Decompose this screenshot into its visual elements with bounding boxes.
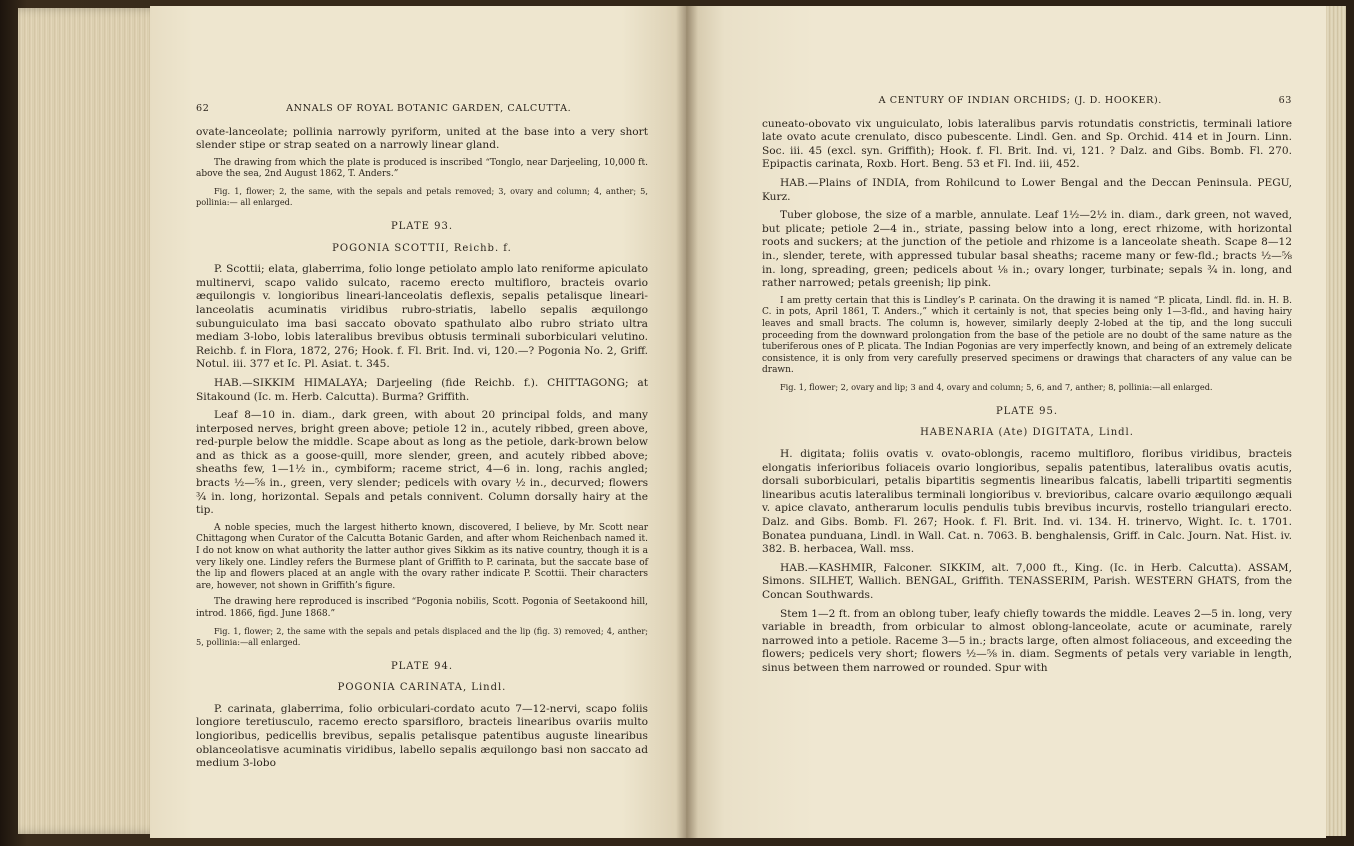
right-page-content	[762, 94, 1292, 681]
right-running-header	[762, 94, 1292, 108]
plate94-species: POGONIA CARINATA, Lindl.	[337, 682, 507, 694]
right-habitat: HAB.—Plains of INDIA, from Rohilcund to Lower Bengal and the Deccan Peninsula. PEGU, Kurz.	[762, 176, 1292, 203]
plate93-drawing-note: The drawing here reproduced is inscribed “Pogonia nobilis, Scott. Pogonia of Seetakoond hill, introd. 1866, figd. June 1868.”	[196, 597, 648, 619]
plate93-species: POGONIA SCOTTII, Reichb. f.	[332, 242, 512, 254]
plate95-latin: H. digitata; foliis ovatis v. ovato-oblongis, racemo multifloro, floribus viridibus, bracteis elongatis inferioribus foliaceis ovario longioribus, sepalis patentibus, lateralibus ovatis acutis, dorsali suborbiculari, petalis bipartitis segmentis linearibus falcatis, labelli tripartiti segmentis linearibus acutis lateralibus terminali longioribus v. brevioribus, calcare ovario æquilongo æquali v. apice clavato, antherarum loculis pendulis tubis brevibus incurvis, rostello triangulari erecto. Dalz. and Gibs. Bomb. Fl. 267; Hook. f. Fl. Brit. Ind. vi. 134. H. trinervo, Wight. Ic. t. 1701. Bonatea punduana, Lindl. in Wall. Cat. n. 7063. B. benghalensis, Griff. in Calc. Journ. Nat. Hist. iv. 382. B. herbacea, Wall. mss.	[762, 448, 1292, 556]
right-running-head: A CENTURY OF INDIAN ORCHIDS; (J. D. HOOKER).	[878, 95, 1162, 106]
plate93-habitat: HAB.—SIKKIM HIMALAYA; Darjeeling (fide Reichb. f.). CHITTAGONG; at Sitakound (Ic. m. Herb. Calcutta). Burma? Griffith.	[196, 376, 648, 403]
plate93-note: A noble species, much the largest hitherto known, discovered, I believe, by Mr. Scott near Chittagong when Curator of the Calcutta Botanic Garden, and after whom Reichenbach named it. I do not know on what authority the latter author gives Sikkim as its native country, though it is a very likely one. Lindley refers the Burmese plant of Griffith to P. carinata, but the saccate base of the lip and flowers placed at an angle with the ovary rather indicate P. Scottii. Their characters are, however, not shown in Griffith’s figure.	[196, 522, 648, 591]
left-running-header	[196, 102, 648, 116]
right-page-number: 63	[1278, 95, 1292, 106]
left-fig-caption: Fig. 1, flower; 2, the same, with the sepals and petals removed; 3, ovary and column; 4, anther; 5, pollinia:— all enlarged.	[196, 185, 648, 207]
right-continuation: cuneato-obovato vix unguiculato, lobis lateralibus parvis rotundatis constrictis, terminali latiore late ovato acute crenulato, disco pubescente. Lindl. Gen. and Sp. Orchid. 414 et in Journ. Linn. Soc. iii. 45 (excl. syn. Griffith); Hook. f. Fl. Brit. Ind. vi, 121. ? Dalz. and Gibs. Bomb. Fl. 270. Epipactis carinata, Roxb. Hort. Beng. 53 et Fl. Ind. iii, 452.	[762, 117, 1292, 171]
right-note: I am pretty certain that this is Lindley’s P. carinata. On the drawing it is named “P. plicata, Lindl. fld. in. H. B. C. in pots, April 1861, T. Anders.,” which it certainly is not, that species being only 1—3-fld., and having hairy leaves and small bracts. The column is, however, similarly deeply 2-lobed at the tip, and the long succuli proceeding from the downward prolongation from the base of the petiole are no doubt of the same nature as the tuberiferous ones of P. plicata. The Indian Pogonias are very imperfectly known, and being of an extremely delicate consistence, it is only from very carefully preserved specimens or drawings that characters of any value can be drawn.	[762, 295, 1292, 376]
plate95-heading: PLATE 95.	[995, 405, 1059, 417]
plate95-description: Stem 1—2 ft. from an oblong tuber, leafy chiefly towards the middle. Leaves 2—5 in. long, very variable in breadth, from orbicular to almost oblong-lanceolate, acute or acuminate, rarely narrowed into a petiole. Raceme 3—5 in.; bracts large, often almost foliaceous, and exceeding the flowers; pedicels very short; flowers ½—⅝ in. diam. Segments of petals very variable in length, sinus between them narrowed or rounded. Spur with	[762, 607, 1292, 674]
left-page-content	[196, 102, 648, 776]
plate93-heading: PLATE 93.	[390, 220, 454, 232]
right-page	[686, 6, 1326, 838]
plate94-heading: PLATE 94.	[390, 660, 454, 672]
right-fig-caption: Fig. 1, flower; 2, ovary and lip; 3 and 4, ovary and column; 5, 6, and 7, anther; 8, pollinia:—all enlarged.	[780, 381, 1213, 392]
plate93-fig-caption: Fig. 1, flower; 2, the same with the sepals and petals displaced and the lip (fig. 3) removed; 4, anther; 5, pollinia:—all enlarged.	[196, 625, 648, 647]
left-running-head: ANNALS OF ROYAL BOTANIC GARDEN, CALCUTTA.	[286, 103, 572, 114]
left-drawing-note: The drawing from which the plate is produced is inscribed “Tonglo, near Darjeeling, 10,000 ft. above the sea, 2nd August 1862, T. Anders.”	[196, 157, 648, 180]
left-page	[150, 6, 686, 838]
right-description: Tuber globose, the size of a marble, annulate. Leaf 1½—2½ in. diam., dark green, not waved, but plicate; petiole 2—4 in., striate, passing below into a long, erect rhizome, with horizontal roots and suckers; at the junction of the petiole and rhizome is a lanceolate sheath. Scape 8—12 in., slender, terete, with appressed tubular basal sheaths; raceme many or few-fld.; bracts ½—⅝ in. long, spreading, green; pedicels about ⅛ in.; ovary longer, turbinate; sepals ¾ in. long, and rather narrowed; petals greenish; lip pink.	[762, 209, 1292, 290]
plate95-habitat: HAB.—KASHMIR, Falconer. SIKKIM, alt. 7,000 ft., King. (Ic. in Herb. Calcutta). ASSAM, Simons. SILHET, Wallich. BENGAL, Griffith. TENASSERIM, Parish. WESTERN GHATS, from the Concan Southwards.	[762, 561, 1292, 601]
plate95-species: HABENARIA (Ate) DIGITATA, Lindl.	[920, 427, 1134, 439]
plate93-description: Leaf 8—10 in. diam., dark green, with about 20 principal folds, and many interposed nerves, bright green above; petiole 12 in., acutely ribbed, green above, red-purple below the middle. Scape about as long as the petiole, dark-brown below and as thick as a goose-quill, more slender, green, and acutely ribbed above; sheaths few, 1—1½ in., cymbiform; raceme strict, 4—6 in. long, rachis angled; bracts ½—⅝ in., green, very slender; pedicels with ovary ½ in., decurved; flowers ¾ in. long, horizontal. Sepals and petals connivent. Column dorsally hairy at the tip.	[196, 409, 648, 517]
book-gutter	[676, 6, 698, 838]
plate93-latin: P. Scottii; elata, glaberrima, folio longe petiolato amplo lato reniforme apiculato multinervi, scapo valido sulcato, racemo erecto multifloro, bracteis ovario æquilongis v. longioribus lineari-lanceolatis deflexis, sepalis petalisque lineari-lanceolatis acuminatis viridibus rubro-striatis, labello sepalis æquilongo subunguiculato ima basi saccato obovato spathulato albo rubro striato ultra mediam 3-lobo, lobis lateralibus brevibus obtusis terminali suborbiculari velutino. Reichb. f. in Flora, 1872, 276; Hook. f. Fl. Brit. Ind. vi, 120.—? Pogonia No. 2, Griff. Notul. iii. 377 et Ic. Pl. Asiat. t. 345.	[196, 263, 648, 371]
left-page-number: 62	[196, 103, 210, 114]
left-intro-text: ovate-lanceolate; pollinia narrowly pyriform, united at the base into a very short slender stipe or strap seated on a narrowly linear gland.	[196, 125, 648, 152]
plate94-latin: P. carinata, glaberrima, folio orbiculari-cordato acuto 7—12-nervi, scapo foliis longiore teretiusculo, racemo erecto sparsifloro, bracteis linearibus ovariis multo longioribus, pedicellis brevibus, sepalis petalisque patentibus auguste linearibus oblanceolatisve acuminatis viridibus, labello sepalis æquilongo basi non saccato ad medium 3-lobo	[196, 702, 648, 770]
